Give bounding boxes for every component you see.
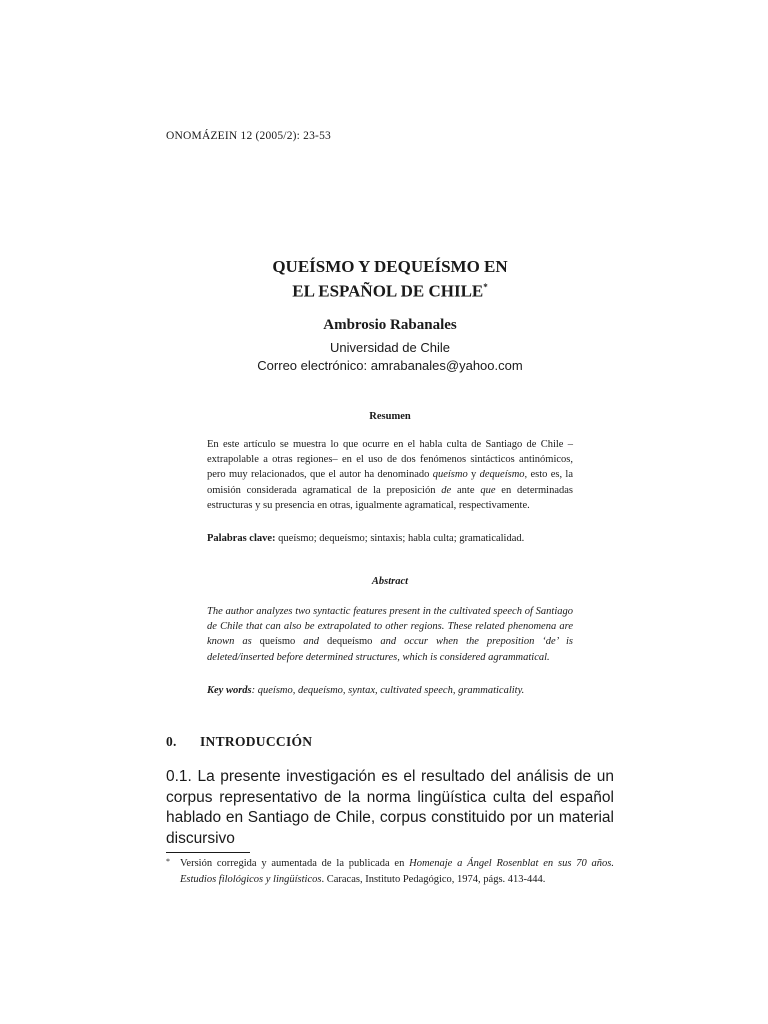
body-paragraph: 0.1. La presente investigación es el resultado del análisis de un corpus representativo de la norma lingüística culta del español hablado en Santiago de Chile, corpus constituido por un material discursivo — [166, 768, 614, 847]
term-de: de — [441, 484, 452, 496]
author-affiliation-block — [166, 339, 614, 375]
footnote — [166, 856, 614, 887]
email: Correo electrónico: amrabanales@yahoo.com — [257, 358, 523, 373]
article-title — [166, 256, 614, 302]
abstract-term-dequeismo: dequeísmo — [326, 636, 373, 648]
resumen-keywords — [207, 531, 573, 546]
abstract-keywords-list: : queísmo, dequeísmo, syntax, cultivated speech, grammaticality. — [251, 685, 525, 696]
abstract-keywords — [207, 683, 573, 698]
term-queismo: queísmo — [432, 469, 468, 481]
title-line-1: QUEÍSMO Y DEQUEÍSMO EN — [272, 257, 508, 276]
section-heading — [166, 734, 312, 750]
abstract-term-queismo: queísmo — [259, 636, 296, 648]
journal-citation: ONOMÁZEIN 12 (2005/2): 23-53 — [166, 130, 331, 142]
resumen-heading: Resumen — [369, 411, 411, 422]
footnote-mark: * — [166, 857, 170, 866]
affiliation: Universidad de Chile — [330, 340, 450, 355]
footnote-marker: * — [483, 282, 488, 292]
title-line-2-text: EL ESPAÑOL DE CHILE — [292, 281, 484, 301]
abstract-heading: Abstract — [371, 576, 409, 587]
abstract-text — [207, 604, 573, 665]
resumen-keywords-label: Palabras clave: — [207, 533, 276, 544]
resumen-text — [207, 437, 573, 513]
resumen-y: y — [467, 469, 480, 481]
footnote-divider — [166, 852, 250, 853]
resumen-text-2: , esto es, la omisión considerada agramatical de la preposición — [207, 469, 574, 496]
abstract-text-2: and occur when the preposition ‘de’ is deleted/inserted before determined structures, which is considered agrammatical. — [207, 636, 573, 663]
abstract-text-1: The author analyzes two syntactic features present in the cultivated speech of Santiago de Chile that can also be extrapolated to other regions. These related phenomena are known as — [207, 606, 573, 648]
footnote-text-1: Versión corregida y aumentada de la publicada en — [180, 858, 410, 869]
resumen-text-1: En este artículo se muestra lo que ocurre en el habla culta de Santiago de Chile –extrapolable a otras regiones– en el uso de dos fenómenos sintácticos antinómicos, pero muy relacionados, que el autor ha denominado — [207, 439, 573, 481]
abstract-keywords-label: Key words — [207, 685, 252, 696]
author-name: Ambrosio Rabanales — [323, 317, 457, 333]
footnote-text — [180, 856, 614, 887]
footnote-text-2: . Caracas, Instituto Pedagógico, 1974, págs. 413-444. — [321, 873, 546, 885]
term-dequeismo: dequeísmo — [479, 469, 525, 481]
term-que: que — [480, 484, 496, 496]
section-number: 0. — [166, 734, 177, 749]
section-title: INTRODUCCIÓN — [200, 734, 313, 749]
resumen-text-3: ante — [451, 484, 481, 496]
resumen-text-4: en determinadas estructuras y su presencia en otras, igualmente agramatical, respectivamente. — [207, 484, 573, 511]
footnote-source: Homenaje a Ángel Rosenblat en sus 70 años. Estudios filológicos y lingüísticos — [180, 858, 614, 885]
abstract-and: and — [295, 636, 327, 648]
resumen-keywords-list: queísmo; dequeísmo; sintaxis; habla culta; gramaticalidad. — [275, 533, 525, 544]
title-line-2 — [166, 277, 614, 302]
